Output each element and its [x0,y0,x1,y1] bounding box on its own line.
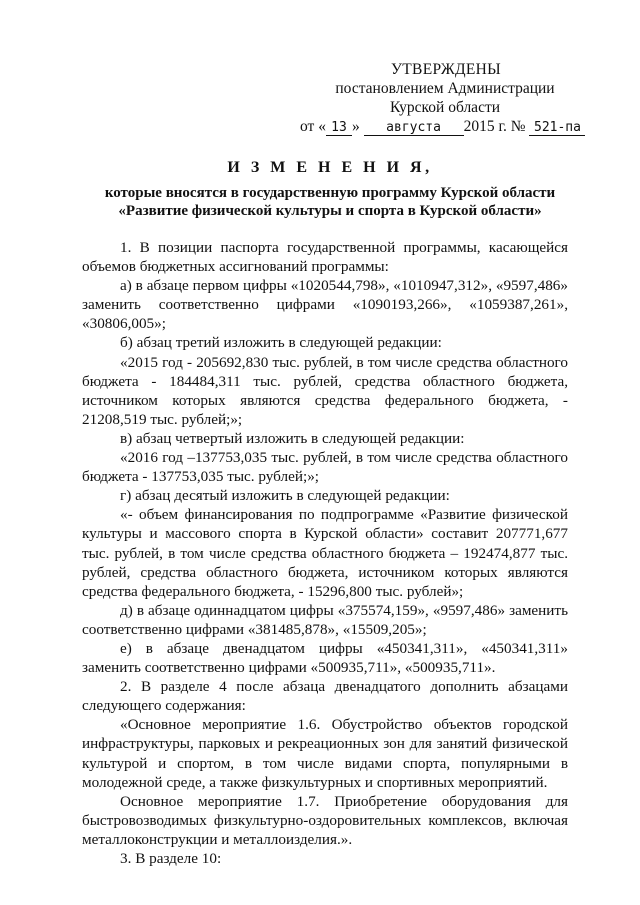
paragraph: «2015 год - 205692,830 тыс. рублей, в том числе средства областного бюджета - 184484,311 тыс. рублей, средства областного бюджета, источником которых являются средства федерального бюджета, - 21208,519 тыс. рублей;»; [82,353,568,428]
paragraph: 3. В разделе 10: [120,850,222,867]
document-body [82,236,568,868]
heading-line-1: которые вносятся в государственную программу Курской области [104,185,556,201]
approval-line-1: постановлением Администрации [335,80,555,97]
paragraph: «2016 год –137753,035 тыс. рублей, в том числе средства областного бюджета - 137753,035 тыс. рублей;»; [82,449,568,486]
paragraph: 1. В позиции паспорта государственной программы, касающейся объемов бюджетных ассигнований программы: [82,239,568,276]
paragraph: а) в абзаце первом цифры «1020544,798», «1010947,312», «9597,486» заменить соответственно цифрами «1090193,266», «1059387,261», «30806,005»; [82,277,568,333]
paragraph: Основное мероприятие 1.7. Приобретение оборудования для быстровозводимых физкультурно-оздоровительных комплексов, включая металлоконструкции и металлоизделия.». [82,792,568,848]
paragraph: е) в абзаце двенадцатом цифры «450341,311», «450341,311» заменить соответственно цифрами «500935,711», «500935,711». [82,639,568,677]
paragraph: в) абзац четвертый изложить в следующей редакции: [120,429,465,447]
paragraph: 2. В разделе 4 после абзаца двенадцатого дополнить абзацами следующего содержания: [82,678,568,715]
approval-date [300,117,590,136]
paragraph: «- объем финансирования по подпрограмме «Развитие физической культуры и массового спорта в Курской области» составит 207771,677 тыс. рублей, в том числе средства областного бюджета – 192474,877 тыс. рублей, средства областного бюджета, источником которых являются средства федерального бюджета, - 15296,800 тыс. рублей»; [82,506,568,600]
date-year: 2015 г. № [463,118,526,135]
date-mid: » [351,118,360,135]
heading-title: И З М Е Н Е Н И Я, [227,159,433,176]
document-heading [80,158,580,220]
date-number: 521-па [529,121,585,136]
date-prefix: от « [300,118,326,135]
date-month: августа [364,121,464,136]
heading-line-2: «Развитие физической культуры и спорта в Курской области» [118,203,542,219]
paragraph: г) абзац десятый изложить в следующей редакции: [120,487,450,505]
approval-title: УТВЕРЖДЕНЫ [391,61,501,78]
date-day: 13 [326,121,352,136]
paragraph: д) в абзаце одиннадцатом цифры «375574,159», «9597,486» заменить соответственно цифрами «381485,878», «15509,205»; [82,601,568,638]
paragraph: б) абзац третий изложить в следующей редакции: [120,334,442,352]
paragraph: «Основное мероприятие 1.6. Обустройство объектов городской инфраструктуры, парковых и рекреационных зон для занятий физической культурой и спортом, в том числе видами спорта, популярными в молодежной среде, а также физкультурных и спортивных мероприятий. [82,716,568,791]
approval-block [300,60,590,136]
approval-line-2: Курской области [389,99,501,116]
